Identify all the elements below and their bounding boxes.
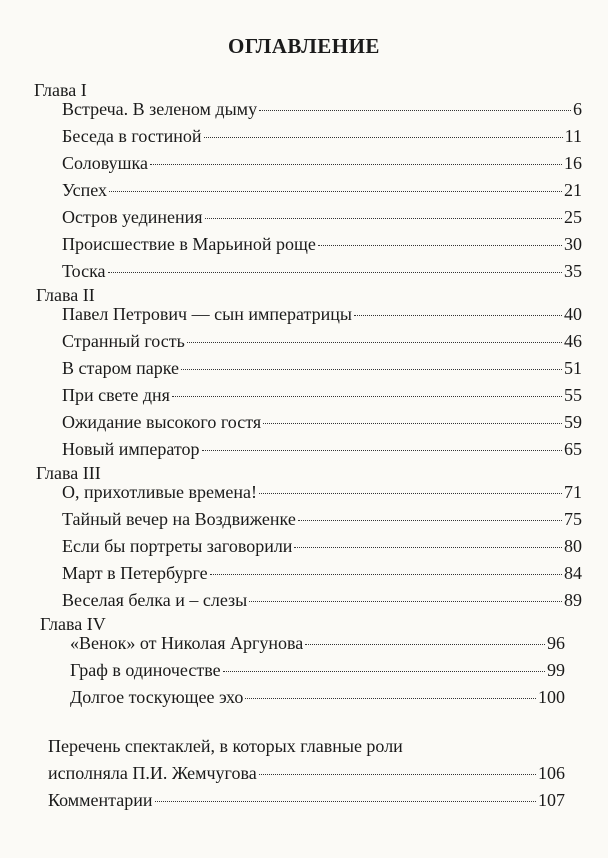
toc-entry-page: 106 — [538, 763, 565, 783]
toc-entry[interactable] — [62, 507, 582, 531]
dot-leader — [259, 493, 562, 494]
toc-entry-page: 84 — [564, 563, 582, 583]
toc-entry-title: Если бы портреты заговорили — [62, 536, 293, 556]
toc-entry-page: 59 — [564, 412, 582, 432]
dot-leader — [294, 547, 562, 548]
toc-entry[interactable] — [62, 302, 582, 326]
toc-entry[interactable] — [70, 658, 565, 682]
dot-leader — [223, 671, 545, 672]
dot-leader — [263, 423, 562, 424]
toc-entry-page: 6 — [573, 99, 582, 119]
chapter-heading: Глава IV — [40, 614, 106, 634]
dot-leader — [108, 272, 562, 273]
chapter-heading: Глава III — [36, 463, 101, 483]
toc-entry-page: 89 — [564, 590, 582, 610]
toc-entry-title: Тайный вечер на Воздвиженке — [62, 509, 296, 529]
toc-entry[interactable] — [62, 259, 582, 283]
toc-entry-page: 46 — [564, 331, 582, 351]
dot-leader — [202, 450, 562, 451]
toc-entry-title: Павел Петрович — сын императрицы — [62, 304, 352, 324]
toc-entry[interactable] — [62, 383, 582, 407]
toc-entry[interactable] — [70, 631, 565, 655]
toc-entry-title: Беседа в гостиной — [62, 126, 202, 146]
toc-entry-page: 75 — [564, 509, 582, 529]
dot-leader — [109, 191, 562, 192]
toc-entry[interactable] — [70, 685, 565, 709]
toc-entry-title: Тоска — [62, 261, 106, 281]
toc-entry-title: Новый император — [62, 439, 200, 459]
toc-entry-title: Встреча. В зеленом дыму — [62, 99, 258, 119]
toc-entry-page: 71 — [564, 482, 582, 502]
toc-entry-page: 11 — [564, 126, 582, 146]
dot-leader — [204, 137, 563, 138]
dot-leader — [187, 342, 562, 343]
toc-entry[interactable] — [62, 329, 582, 353]
dot-leader — [354, 315, 562, 316]
toc-entry[interactable] — [62, 178, 582, 202]
appendix-line: Перечень спектаклей, в которых главные роли — [48, 736, 403, 756]
toc-entry-title: Долгое тоскующее эхо — [70, 687, 244, 707]
toc-entry-page: 99 — [547, 660, 565, 680]
toc-entry[interactable] — [62, 410, 582, 434]
toc-entry-title: Веселая белка и – слезы — [62, 590, 248, 610]
dot-leader — [172, 396, 562, 397]
toc-entry-page: 16 — [564, 153, 582, 173]
dot-leader — [181, 369, 562, 370]
toc-entry-page: 65 — [564, 439, 582, 459]
toc-entry-title: исполняла П.И. Жемчугова — [48, 763, 257, 783]
toc-entry-page: 40 — [564, 304, 582, 324]
toc-entry[interactable] — [62, 356, 582, 380]
toc-entry-title: При свете дня — [62, 385, 170, 405]
toc-entry-page: 21 — [564, 180, 582, 200]
toc-entry-page: 35 — [564, 261, 582, 281]
toc-entry[interactable] — [48, 788, 565, 812]
dot-leader — [210, 574, 562, 575]
toc-entry[interactable] — [62, 151, 582, 175]
toc-entry-title: «Венок» от Николая Аргунова — [70, 633, 304, 653]
chapter-heading: Глава I — [34, 80, 87, 100]
dot-leader — [155, 801, 536, 802]
toc-entry-title: Март в Петербурге — [62, 563, 208, 583]
toc-entry-title: Успех — [62, 180, 107, 200]
toc-entry-page: 100 — [538, 687, 565, 707]
toc-entry-title: Ожидание высокого гостя — [62, 412, 262, 432]
dot-leader — [259, 774, 536, 775]
toc-entry[interactable] — [62, 534, 582, 558]
toc-entry[interactable] — [62, 561, 582, 585]
toc-entry-title: Комментарии — [48, 790, 153, 810]
toc-entry[interactable] — [62, 232, 582, 256]
toc-entry-title: Граф в одиночестве — [70, 660, 221, 680]
toc-entry[interactable] — [62, 97, 582, 121]
toc-entry-title: Соловушка — [62, 153, 148, 173]
toc-entry-page: 80 — [564, 536, 582, 556]
page-title: ОГЛАВЛЕНИЕ — [228, 34, 380, 58]
toc-entry-page: 107 — [538, 790, 565, 810]
toc-entry-title: В старом парке — [62, 358, 180, 378]
toc-entry[interactable] — [62, 437, 582, 461]
toc-entry-title: О, прихотливые времена! — [62, 482, 257, 502]
toc-entry-title: Происшествие в Марьиной роще — [62, 234, 316, 254]
toc-entry-page: 30 — [564, 234, 582, 254]
dot-leader — [259, 110, 571, 111]
dot-leader — [205, 218, 562, 219]
toc-entry[interactable] — [62, 124, 582, 148]
toc-entry-title: Остров уединения — [62, 207, 203, 227]
dot-leader — [150, 164, 562, 165]
dot-leader — [245, 698, 536, 699]
dot-leader — [298, 520, 562, 521]
toc-entry-page: 51 — [564, 358, 582, 378]
dot-leader — [318, 245, 562, 246]
toc-entry[interactable] — [48, 761, 565, 785]
toc-entry[interactable] — [62, 588, 582, 612]
dot-leader — [305, 644, 545, 645]
dot-leader — [249, 601, 562, 602]
toc-entry-title: Странный гость — [62, 331, 185, 351]
toc-entry[interactable] — [62, 205, 582, 229]
toc-entry[interactable] — [62, 480, 582, 504]
chapter-heading: Глава II — [36, 285, 95, 305]
toc-entry-page: 55 — [564, 385, 582, 405]
toc-entry-page: 96 — [547, 633, 565, 653]
toc-entry-page: 25 — [564, 207, 582, 227]
